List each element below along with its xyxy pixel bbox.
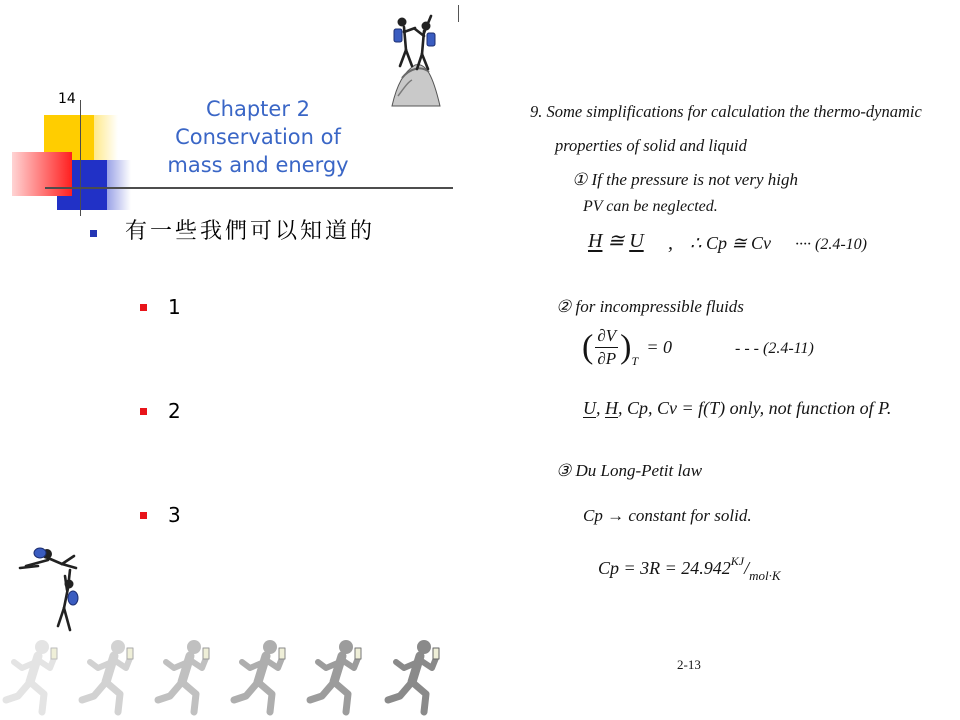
bullet-sub-text-1: 1 <box>168 295 181 319</box>
item1-text: If the pressure is not very high <box>591 170 798 189</box>
running-figure <box>6 640 57 712</box>
scan-mark <box>458 5 459 22</box>
title-line-1: Chapter 2 <box>206 97 310 121</box>
title-line-3: mass and energy <box>167 153 349 177</box>
eq1-h: H <box>588 230 603 252</box>
item2-marker: ② <box>556 297 572 316</box>
prop-h: H <box>605 398 618 418</box>
prop-rest: , Cp, Cv = f(T) only, <box>618 398 765 418</box>
prop-sep: , <box>596 398 605 418</box>
vertical-rule <box>80 100 81 216</box>
bullet-sub-marker-3 <box>140 512 147 519</box>
climbers-on-rope-icon <box>18 546 82 634</box>
eq1-therefore: ∴ <box>690 233 702 253</box>
eq1-u: U <box>629 230 644 252</box>
prop-u: U <box>583 398 596 418</box>
decor-red-square <box>12 152 72 196</box>
eq3-unit-slash: / <box>744 558 750 578</box>
eq2-numerator: ∂V <box>595 326 618 348</box>
running-figure <box>388 640 439 712</box>
bullet-main-marker <box>90 230 97 237</box>
notes-heading: 9. Some simplifications for calculation the thermo-dynamic <box>530 102 922 121</box>
eq2-denominator: ∂P <box>597 348 617 368</box>
title-line-2: Conservation of <box>175 125 341 149</box>
item1-line <box>572 170 798 190</box>
slide-number: 14 <box>58 91 76 107</box>
item2-text: for incompressible fluids <box>575 297 744 316</box>
item2-properties-line <box>583 398 891 419</box>
bullet-sub-text-2: 2 <box>168 399 181 423</box>
bullet-main-text: 有一些我們可以知道的 <box>125 219 376 244</box>
eq2-open-paren: ( <box>582 328 594 366</box>
item3-text2: Cp → constant for solid. <box>583 506 752 525</box>
eq1-comma: , <box>668 232 673 254</box>
item3-text: Du Long-Petit law <box>575 461 703 480</box>
item2-line <box>556 297 744 317</box>
eq2-close-paren: ) <box>620 328 632 366</box>
notes-heading-cont: properties of solid and liquid <box>555 136 747 155</box>
item1-text2: PV can be neglected. <box>583 198 718 215</box>
running-figure <box>82 640 133 712</box>
bullet-sub-marker-2 <box>140 408 147 415</box>
bullet-sub-marker-1 <box>140 304 147 311</box>
eq2-ref: - - - (2.4-11) <box>735 340 814 357</box>
equation-2-4-10-rhs <box>690 233 771 254</box>
equation-2-4-11-lhs <box>582 326 672 369</box>
decor-yellow-fade <box>94 115 118 165</box>
slide-title <box>148 95 368 179</box>
eq1-approx: ≅ <box>607 230 625 252</box>
running-figure <box>234 640 285 712</box>
eq3-unit-denominator: mol·K <box>749 568 781 583</box>
item1-marker: ① <box>572 170 588 189</box>
climbers-on-peak-icon <box>382 12 448 108</box>
running-figures-icon <box>0 636 470 718</box>
eq1-rhs: Cp ≅ Cv <box>705 233 772 253</box>
bullet-sub-text-3: 3 <box>168 503 181 527</box>
eq2-fraction <box>595 326 618 368</box>
prop-tail: not function of P. <box>764 398 892 418</box>
eq1-ref: ···· (2.4-10) <box>795 236 867 253</box>
eq2-rhs: = 0 <box>646 336 673 357</box>
notes-page-footer: 2-13 <box>677 657 701 672</box>
horizontal-rule <box>45 187 453 189</box>
running-figure <box>310 640 361 712</box>
running-figure <box>158 640 209 712</box>
eq3-lhs: Cp = 3R = 24.942 <box>598 558 731 578</box>
item3-line <box>556 461 702 481</box>
eq2-subscript: T <box>631 353 639 368</box>
equation-du-long-petit <box>598 555 781 584</box>
eq3-unit-numerator: KJ <box>730 554 745 568</box>
decor-blue-fade <box>107 160 131 210</box>
equation-2-4-10-lhs <box>588 230 644 253</box>
item3-marker: ③ <box>556 461 572 480</box>
